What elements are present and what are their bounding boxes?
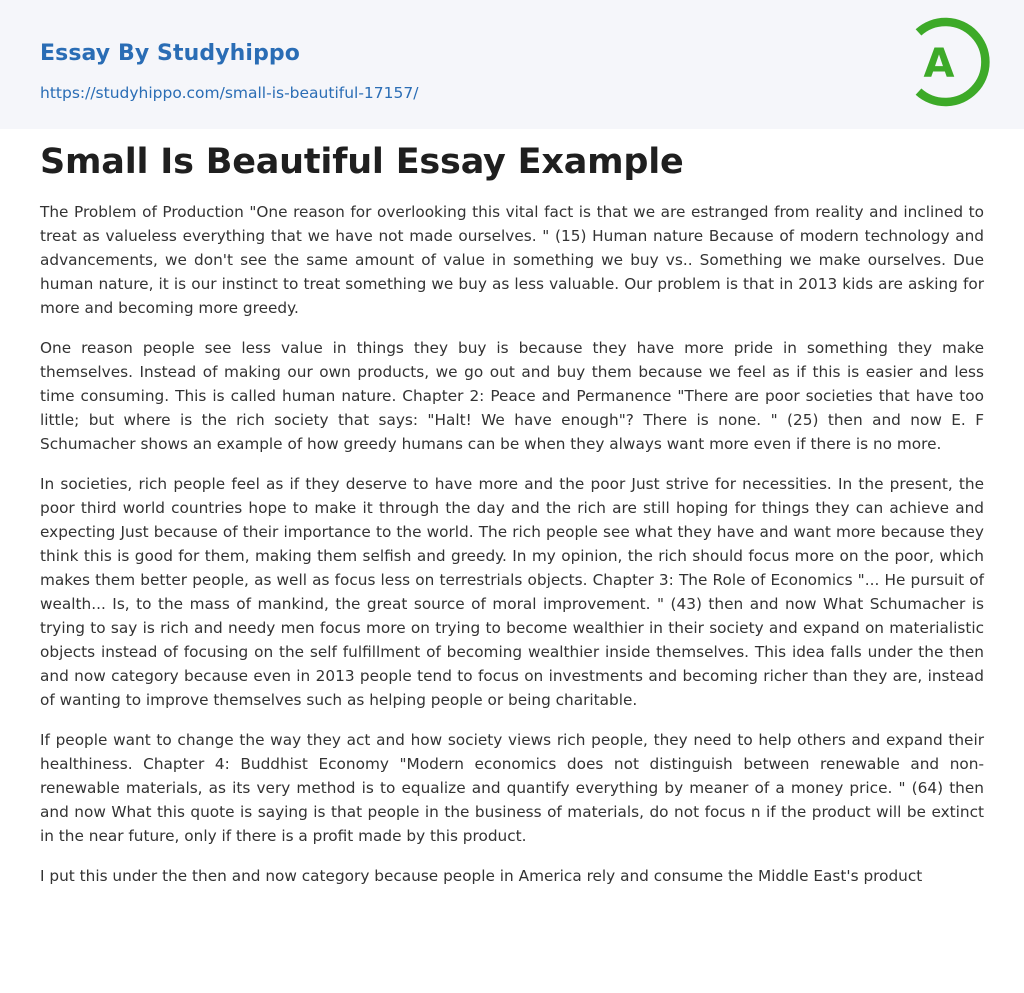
studyhippo-logo-icon[interactable] [904,16,992,108]
site-brand[interactable]: Essay By Studyhippo [40,41,300,66]
page-url-link[interactable]: https://studyhippo.com/small-is-beautiful-17157/ [40,84,419,102]
essay-paragraph: One reason people see less value in things they buy is because they have more pride in something they make themselves. Instead of making our own products, we go out and buy them because we feel as if this is easier and less time consuming. This is called human nature. Chapter 2: Peace and Permanence "There are poor societies that have too little; but where is the rich society that says: "Halt! We have enough"? There is none. " (25) then and now E. F Schumacher shows an example of how greedy humans can be when they always want more even if there is no more. [40,339,984,453]
site-header [0,0,1024,129]
essay-paragraph: The Problem of Production "One reason for overlooking this vital fact is that we are estranged from reality and inclined to treat as valueless everything that we have not made ourselves. " (15) Human nature Because of modern technology and advancements, we don't see the same amount of value in something we buy vs.. Something we make ourselves. Due human nature, it is our instinct to treat something we buy as less valuable. Our problem is that in 2013 kids are asking for more and becoming more greedy. [40,203,984,317]
essay-paragraph: If people want to change the way they act and how society views rich people, they need to help others and expand their healthiness. Chapter 4: Buddhist Economy "Modern economics does not distinguish between renewable and non-renewable materials, as its very method is to equalize and quantify everything by meaner of a money price. " (64) then and now What this quote is saying is that people in the business of materials, do not focus n if the product will be extinct in the near future, only if there is a profit made by this product. [40,731,984,845]
page-title: Small Is Beautiful Essay Example [40,142,684,182]
essay-paragraph: I put this under the then and now category because people in America rely and consume the Middle East's product [40,867,923,885]
essay-content [40,200,984,904]
essay-paragraph: In societies, rich people feel as if they deserve to have more and the poor Just strive for necessities. In the present, the poor third world countries hope to make it through the day and the rich are still hoping for things they can achieve and expecting Just because of their importance to the world. The rich people see what they have and want more because they think this is good for them, making them selfish and greedy. In my opinion, the rich should focus more on the poor, which makes them better people, as well as focus less on terrestrials objects. Chapter 3: The Role of Economics "... He pursuit of wealth... Is, to the mass of mankind, the great source of moral improvement. " (43) then and now What Schumacher is trying to say is rich and needy men focus more on trying to become wealthier in their society and expand on materialistic objects instead of focusing on the self fulfillment of becoming wealthier inside themselves. This idea falls under the then and now category because even in 2013 people tend to focus on investments and becoming richer than they are, instead of wanting to improve themselves such as helping people or being charitable. [40,475,984,709]
logo-letter: A [923,41,955,87]
